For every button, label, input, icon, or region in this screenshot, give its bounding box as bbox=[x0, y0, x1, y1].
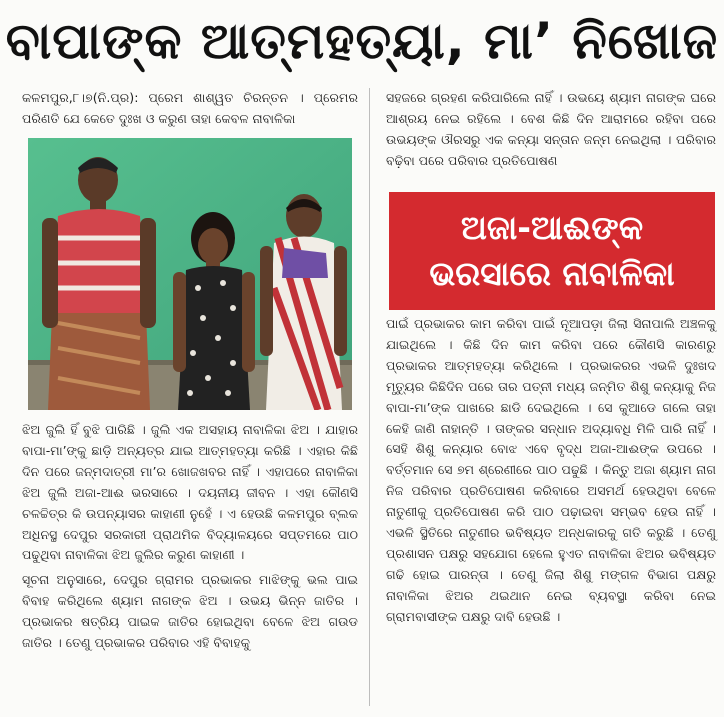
article-paragraph: କଳମପୁର,୮।୭(ନି.ପ୍ର): ପ୍ରେମ ଶାଶ୍ୱତ ଚିରନ୍ତନ । ପ୍ରେମର ପରିଣତି ଯେ କେତେ ଦୁଃଖ ଓ କରୁଣ ତାହା କେବଳ ନାବାଳିକା bbox=[22, 90, 358, 126]
column-divider bbox=[369, 88, 370, 706]
callout-line: ଅଜା-ଆଈଙ୍କ bbox=[460, 208, 644, 247]
article-paragraph: ସହଜରେ ଗ୍ରହଣ କରିପାରିଲେ ନାହିଁ । ଉଭୟେ ଶ୍ୟାମ ନାଗଙ୍କ ଘରେ ଆଶ୍ରୟ ନେଇ ରହିଲେ । ବେଶ କିଛି ଦିନ ଆରାମରେ ରହିବା ପରେ ଉଭୟଙ୍କ ଔରସରୁ ଏକ କନ୍ୟା ସନ୍ତାନ ଜନ୍ମ ନେଇଥିଲା । ପରିବାର ବଢ଼ିବା ପରେ ପରିବାର ପ୍ରତିପୋଷଣ bbox=[386, 90, 716, 168]
callout-line: ଭରସାରେ ନାବାଳିକା bbox=[429, 254, 675, 293]
article-column-left-bottom bbox=[22, 420, 358, 654]
photo-illustration bbox=[28, 138, 352, 410]
article-paragraph: ଝିଅ ଜୁଲି ହିଁ ବୁଝି ପାରିଛି । ଜୁଲି ଏକ ଅସହାୟ ନାବାଳିକା ଝିଅ । ଯାହାର ବାପା-ମା’ଙ୍କୁ ଛାଡ଼ି ଅନ୍ୟତ୍ର ଯାଇ ଆତ୍ମହତ୍ୟା କରିଛି । ଏହାର କିଛି ଦିନ ପରେ ଜନ୍ମଦାତ୍ରୀ ମା’ର ଖୋଜଖବର ନାହିଁ । ଏହାପରେ ନାବାଳିକା ଝିଅ ଜୁଲି ଅଜା-ଆଈ ଭରସାରେ । ଦୟନୀୟ ଜୀବନ । ଏହା କୌଣସି ଚଳଚ୍ଚିତ୍ର କି ଉପନ୍ୟାସର କାହାଣୀ ନୁହେଁ । ଏ ହେଉଛି କଳମପୁର ବ୍ଲକ ଅଧିନସ୍ଥ ଦେପୁର ସରକାରୀ ପ୍ରାଥମିକ ବିଦ୍ୟାଳୟରେ ସପ୍ତମରେ ପାଠ ପଢୁଥିବା ନାବାଳିକା ଝିଅ ଜୁଲିର କରୁଣ କାହାଣୀ । bbox=[22, 422, 358, 563]
article-paragraph: ପାଇଁ ପ୍ରଭାକର କାମ କରିବା ପାଇଁ ନୂଆପଡ଼ା ଜିଲା ସିନାପାଲି ଅଞ୍ଚଳକୁ ଯାଇଥିଲେ । କିଛି ଦିନ କାମ କରିବା ପରେ କୌଣସି କାରଣରୁ ପ୍ରଭାକର ଆତ୍ମହତ୍ୟା କରିଥିଲେ । ପ୍ରଭାକରର ଏଭଳି ଦୁଃଖଦ ମୃତ୍ୟୁର କିଛିଦିନ ପରେ ତାର ପତ୍ନୀ ମଧ୍ୟ ଜନ୍ମିତ ଶିଶୁ କନ୍ୟାକୁ ନିଜ ବାପା-ମା’ଙ୍କ ପାଖରେ ଛାଡି ଦେଇଥିଲେ । ସେ କୁଆଡେ ଗଲେ ତାହା କେହି ଜାଣି ନାହାନ୍ତି । ତାଙ୍କର ସନ୍ଧାନ ଅଦ୍ୟାବଧି ମିଳି ପାରି ନାହିଁ । ସେହି ଶିଶୁ କନ୍ୟାର ବୋଝ ଏବେ ବୃଦ୍ଧ ଅଜା-ଆଈଙ୍କ ଉପରେ । ବର୍ତ୍ତମାନ ସେ ୭ମ ଶ୍ରେଣୀରେ ପାଠ ପଢୁଛି । କିନ୍ତୁ ଅଜା ଶ୍ୟାମ ନାଗ ନିଜ ପରିବାର ପ୍ରତିପୋଷଣ କରିବାରେ ଅସମର୍ଥ ହେଉଥିବା ବେଳେ ନାତୁଣୀକୁ ପ୍ରତିପୋଷଣ କରି ପାଠ ପଢ଼ାଇବା ସମ୍ଭବ ହେଉ ନାହିଁ । ଏଭଳି ସ୍ଥିତିରେ ନାତୁଣୀର ଭବିଷ୍ୟତ ଅନ୍ଧକାରକୁ ଗତି କରୁଛି । ତେଣୁ ପ୍ରଶାସନ ପକ୍ଷରୁ ସହଯୋଗ ହେଲେ ହୁଏତ ନାବାଳିକା ଝିଅର ଭବିଷ୍ୟତ ଗଢି ହୋଇ ପାରନ୍ତା । ତେଣୁ ଜିଲା ଶିଶୁ ମଙ୍ଗଳ ବିଭାଗ ପକ୍ଷରୁ ନାବାଳିକା ଝିଅର ଥଇଥାନ ନେଇ ବ୍ୟବସ୍ଥା କରିବା ନେଇ ଗ୍ରାମବାସୀଙ୍କ ପକ୍ଷରୁ ଦାବି ହେଉଛି । bbox=[386, 316, 716, 624]
headline: ବାପାଙ୍କ ଆତ୍ମହତ୍ୟା, ମା’ ନିଖୋଜ bbox=[5, 11, 719, 70]
callout-box bbox=[389, 192, 715, 310]
article-column-left-top bbox=[22, 88, 358, 130]
article-paragraph: ସୂଚନା ଅନୁସାରେ, ଦେପୁର ଗ୍ରାମର ପ୍ରଭାକର ମାଝିଙ୍କୁ ଭଲ ପାଇ ବିବାହ କରିଥିଲେ ଶ୍ୟାମ ନାଗଙ୍କ ଝିଅ । ଉଭୟ ଭିନ୍ନ ଜାତିର । ପ୍ରଭାକର ଷତ୍ରିୟ ପାଇକ ଜାତିର ହୋଇଥିବା ବେଳେ ଝିଅ ଗଉଡ ଜାତିର । ତେଣୁ ପ୍ରଭାକର ପରିବାର ଏହି ବିବାହକୁ bbox=[22, 572, 358, 651]
article-column-right-bottom bbox=[386, 314, 716, 628]
news-photo bbox=[28, 138, 352, 410]
article-column-right-top bbox=[386, 88, 716, 172]
